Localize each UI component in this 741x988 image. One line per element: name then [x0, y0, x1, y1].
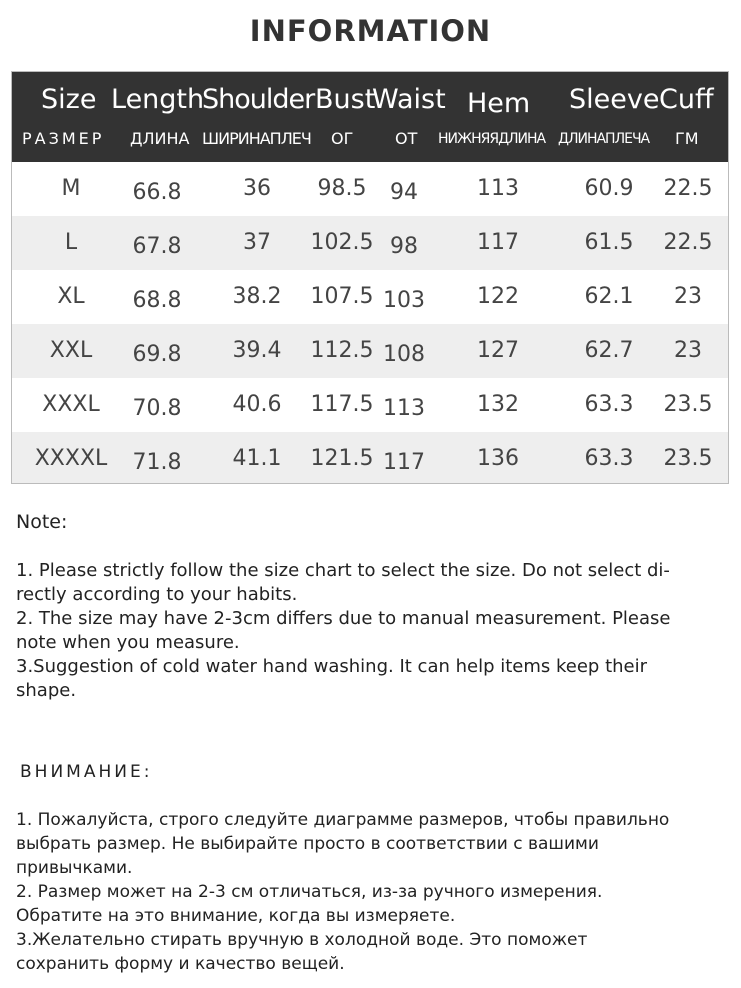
cell-hem: 117 [477, 230, 519, 255]
table-row [12, 270, 728, 324]
note-line: сохранить форму и качество вещей. [16, 954, 345, 974]
cell-sleeve: 61.5 [584, 230, 634, 255]
cell-bust: 112.5 [310, 338, 374, 363]
cell-hem: 136 [477, 446, 519, 471]
cell-bust: 117.5 [310, 392, 374, 417]
cell-size: XL [57, 284, 85, 309]
cell-length: 70.8 [132, 396, 182, 421]
cell-bust: 107.5 [310, 284, 374, 309]
note-line: Обратите на это внимание, когда вы измеряете. [16, 906, 456, 926]
note-line: 2. Размер может на 2-3 см отличаться, из-за ручного измерения. [16, 882, 603, 902]
cell-cuff: 23.5 [663, 446, 713, 471]
cell-waist: 113 [383, 396, 425, 421]
cell-size: XXL [49, 338, 93, 363]
cell-bust: 121.5 [310, 446, 374, 471]
cell-shoulder: 41.1 [232, 446, 282, 471]
note-line: выбрать размер. Не выбирайте просто в соответствии с вашими [16, 834, 599, 854]
cell-cuff: 22.5 [663, 176, 713, 201]
cell-waist: 103 [383, 288, 425, 313]
cell-hem: 132 [477, 392, 519, 417]
cell-length: 67.8 [132, 234, 182, 259]
header-hem-en: Hem [467, 88, 531, 119]
note-line: 1. Please strictly follow the size chart to select the size. Do not select di- [16, 560, 670, 581]
note-line: rectly according to your habits. [16, 584, 298, 605]
page-title: INFORMATION [249, 14, 492, 48]
cell-size: XXXXL [34, 446, 108, 471]
cell-sleeve: 63.3 [584, 446, 634, 471]
note-line: 3.Suggestion of cold water hand washing. It can help items keep their [16, 656, 648, 677]
cell-shoulder: 38.2 [232, 284, 282, 309]
cell-shoulder: 40.6 [232, 392, 282, 417]
cell-size: M [61, 176, 81, 201]
table-row [12, 324, 728, 378]
cell-sleeve: 63.3 [584, 392, 634, 417]
cell-waist: 108 [383, 342, 425, 367]
note-line: 2. The size may have 2-3cm differs due to manual measurement. Please [16, 608, 671, 629]
cell-waist: 94 [390, 180, 418, 205]
header-sleeve-en: Sleeve [569, 84, 660, 115]
size-chart-table [11, 71, 729, 484]
header-size-en: Size [41, 84, 97, 115]
cell-hem: 127 [477, 338, 519, 363]
cell-length: 66.8 [132, 180, 182, 205]
note-line: note when you measure. [16, 632, 240, 653]
header-sleeve-ru: ДЛИНАПЛЕЧА [558, 131, 650, 147]
note-heading-ru: ВНИМАНИЕ: [20, 762, 153, 782]
cell-cuff: 22.5 [663, 230, 713, 255]
header-bust-ru: ОГ [331, 129, 354, 148]
note-line: привычками. [16, 858, 133, 878]
header-bust-en: Bust [315, 84, 376, 115]
note-line: 1. Пожалуйста, строго следуйте диаграмме размеров, чтобы правильно [16, 810, 670, 830]
header-cuff-en: Cuff [659, 84, 714, 115]
table-header [12, 72, 728, 162]
cell-sleeve: 60.9 [584, 176, 634, 201]
cell-hem: 113 [477, 176, 519, 201]
cell-length: 68.8 [132, 288, 182, 313]
cell-waist: 98 [390, 234, 418, 259]
cell-sleeve: 62.7 [584, 338, 634, 363]
note-body-en [16, 559, 716, 703]
cell-hem: 122 [477, 284, 519, 309]
cell-length: 69.8 [132, 342, 182, 367]
cell-cuff: 23 [674, 284, 702, 309]
note-heading: Note: [16, 511, 68, 533]
cell-size: XXXL [42, 392, 100, 417]
table-row [12, 162, 728, 216]
header-length-ru: ДЛИНА [130, 129, 190, 148]
header-hem-ru: НИЖНЯЯДЛИНА [438, 131, 546, 147]
header-size-ru: РАЗМЕР [22, 129, 105, 148]
cell-bust: 98.5 [317, 176, 367, 201]
cell-size: L [64, 230, 78, 255]
cell-shoulder: 39.4 [232, 338, 282, 363]
table-row [12, 378, 728, 432]
cell-waist: 117 [383, 450, 425, 475]
cell-cuff: 23 [674, 338, 702, 363]
cell-sleeve: 62.1 [584, 284, 634, 309]
header-length-en: Length [111, 84, 205, 115]
note-body-ru [16, 808, 716, 976]
header-waist-en: Waist [372, 84, 446, 115]
cell-shoulder: 36 [243, 176, 271, 201]
header-cuff-ru: ГМ [675, 129, 699, 148]
note-line: shape. [16, 680, 77, 701]
header-waist-ru: ОТ [395, 129, 418, 148]
header-shoulder-ru: ШИРИНАПЛЕЧ [202, 129, 311, 148]
cell-bust: 102.5 [310, 230, 374, 255]
table-row [12, 432, 728, 483]
note-line: 3.Желательно стирать вручную в холодной воде. Это поможет [16, 930, 588, 950]
cell-shoulder: 37 [243, 230, 271, 255]
table-row [12, 216, 728, 270]
header-shoulder-en: Shoulder [202, 84, 315, 115]
cell-cuff: 23.5 [663, 392, 713, 417]
cell-length: 71.8 [132, 450, 182, 475]
